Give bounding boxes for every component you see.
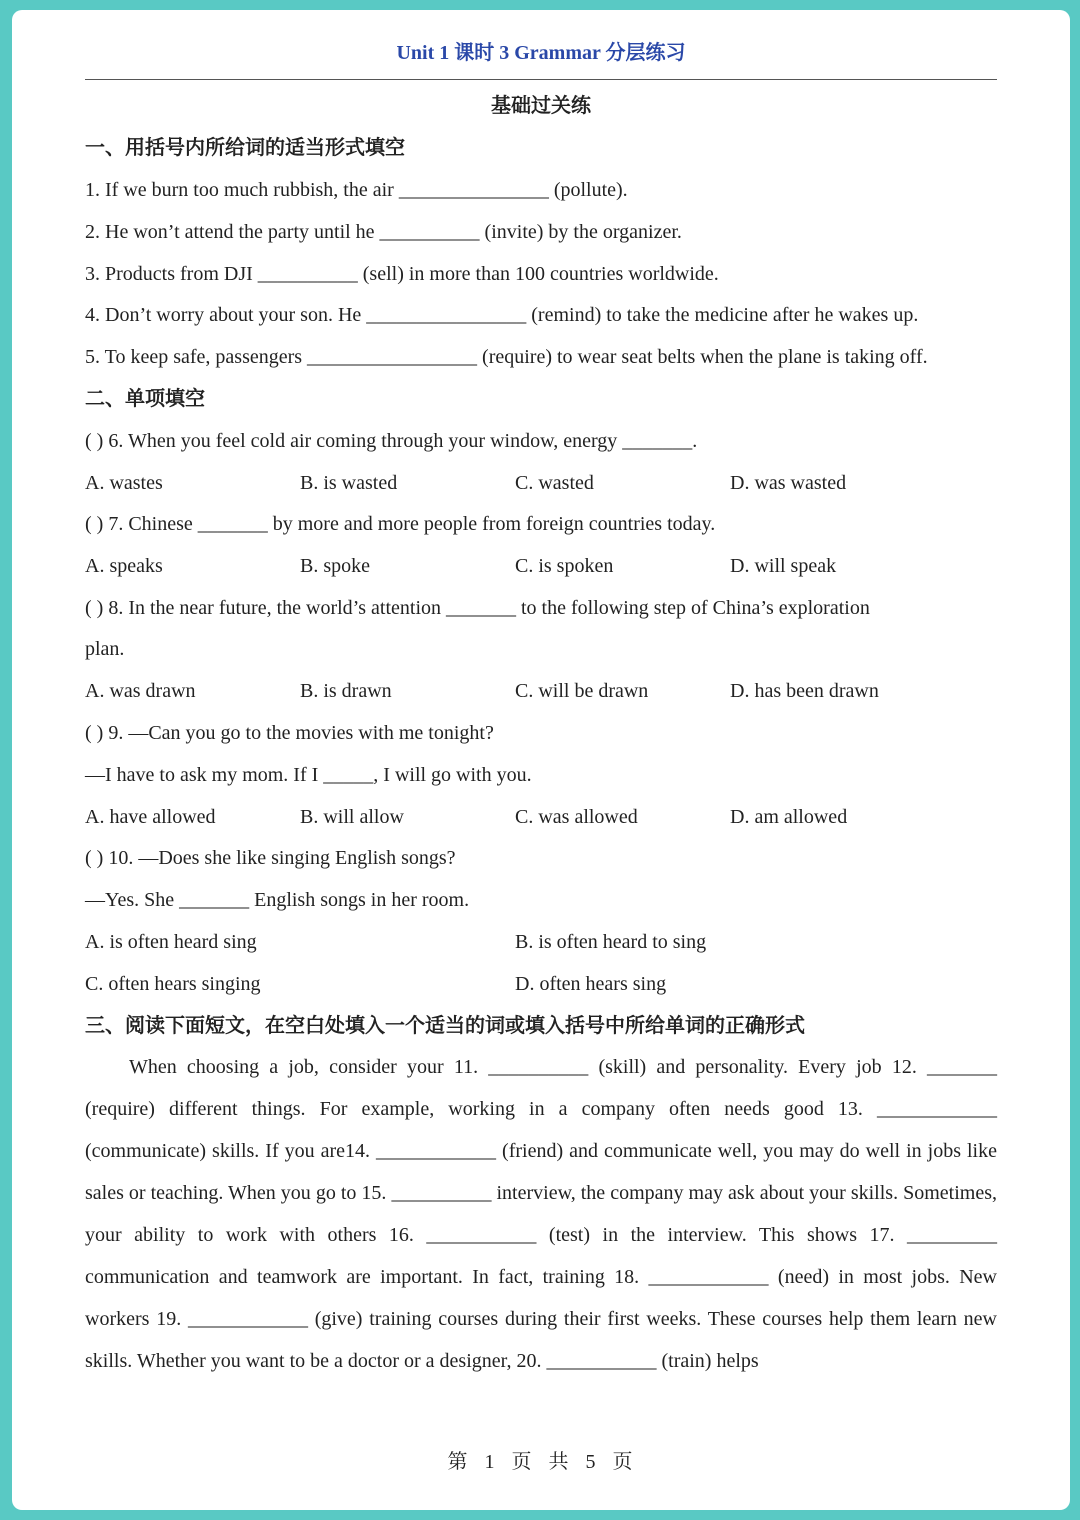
option-a: A. wastes xyxy=(85,472,163,494)
option-b: B. spoke xyxy=(300,555,370,577)
option-a: A. speaks xyxy=(85,555,163,577)
question-item: 3. Products from DJI __________ (sell) in more than 100 countries worldwide. xyxy=(85,263,719,285)
q9-stem-2: —I have to ask my mom. If I _____, I will go with you. xyxy=(85,764,532,786)
option-c: C. is spoken xyxy=(515,555,614,577)
question-item: 1. If we burn too much rubbish, the air _______________ (pollute). xyxy=(85,179,628,201)
q6-stem: ( ) 6. When you feel cold air coming through your window, energy _______. xyxy=(85,430,698,452)
option-c: C. will be drawn xyxy=(515,680,649,702)
question-item: 5. To keep safe, passengers _________________ (require) to wear seat belts when the plane is taking off. xyxy=(85,346,928,368)
question-item: 4. Don’t worry about your son. He ________________ (remind) to take the medicine after he wakes up. xyxy=(85,304,919,326)
section1-heading: 一、用括号内所给词的适当形式填空 xyxy=(85,137,405,159)
question-item: 2. He won’t attend the party until he __________ (invite) by the organizer. xyxy=(85,221,682,243)
page-title: Unit 1 课时 3 Grammar 分层练习 xyxy=(396,42,686,64)
option-a: A. was drawn xyxy=(85,680,196,702)
q8-stem: ( ) 8. In the near future, the world’s attention _______ to the following step of China’s exploration xyxy=(85,597,870,619)
section3-heading: 三、阅读下面短文，在空白处填入一个适当的词或填入括号中所给单词的正确形式 xyxy=(85,1015,805,1037)
option-c: C. wasted xyxy=(515,472,594,494)
level-title: 基础过关练 xyxy=(491,95,591,117)
option-b: B. is drawn xyxy=(300,680,392,702)
option-a: A. have allowed xyxy=(85,806,216,828)
document-page xyxy=(12,10,1070,1510)
page-footer: 第 1 页 共 5 页 xyxy=(447,1451,635,1473)
option-c: C. often hears singing xyxy=(85,973,261,995)
option-d: D. will speak xyxy=(730,555,837,577)
section2-heading: 二、单项填空 xyxy=(85,388,205,410)
option-d: D. often hears sing xyxy=(515,973,667,995)
q10-stem: ( ) 10. —Does she like singing English songs? xyxy=(85,847,456,869)
option-d: D. has been drawn xyxy=(730,680,879,702)
option-b: B. will allow xyxy=(300,806,404,828)
q10-stem-2: —Yes. She _______ English songs in her room. xyxy=(85,889,470,911)
option-d: D. was wasted xyxy=(730,472,847,494)
option-b: B. is wasted xyxy=(300,472,398,494)
option-d: D. am allowed xyxy=(730,806,848,828)
option-c: C. was allowed xyxy=(515,806,638,828)
q7-stem: ( ) 7. Chinese _______ by more and more people from foreign countries today. xyxy=(85,513,716,535)
reading-passage: When choosing a job, consider your 11. __________ (skill) and personality. Every job 12. _______ (require) different things. For example, working in a company often needs good 13. ____________ (communicate) skills. If you are14. ____________ (friend) and communicate well, you may do well in jobs like sales or teaching. When you go to 15. __________ interview, the company may ask about your skills. Sometimes, your ability to work with others 16. ___________ (test) in the interview. This shows 17. _________ communication and teamwork are important. In fact, training 18. ____________ (need) in most jobs. New workers 19. ____________ (give) training courses during their first weeks. These courses help them learn new skills. Whether you want to be a doctor or a designer, 20. ___________ (train) helps xyxy=(85,1056,997,1372)
option-b: B. is often heard to sing xyxy=(515,931,707,953)
q8-stem-continued: plan. xyxy=(85,638,125,660)
header-divider xyxy=(85,79,997,80)
q9-stem: ( ) 9. —Can you go to the movies with me tonight? xyxy=(85,722,494,744)
option-a: A. is often heard sing xyxy=(85,931,257,953)
